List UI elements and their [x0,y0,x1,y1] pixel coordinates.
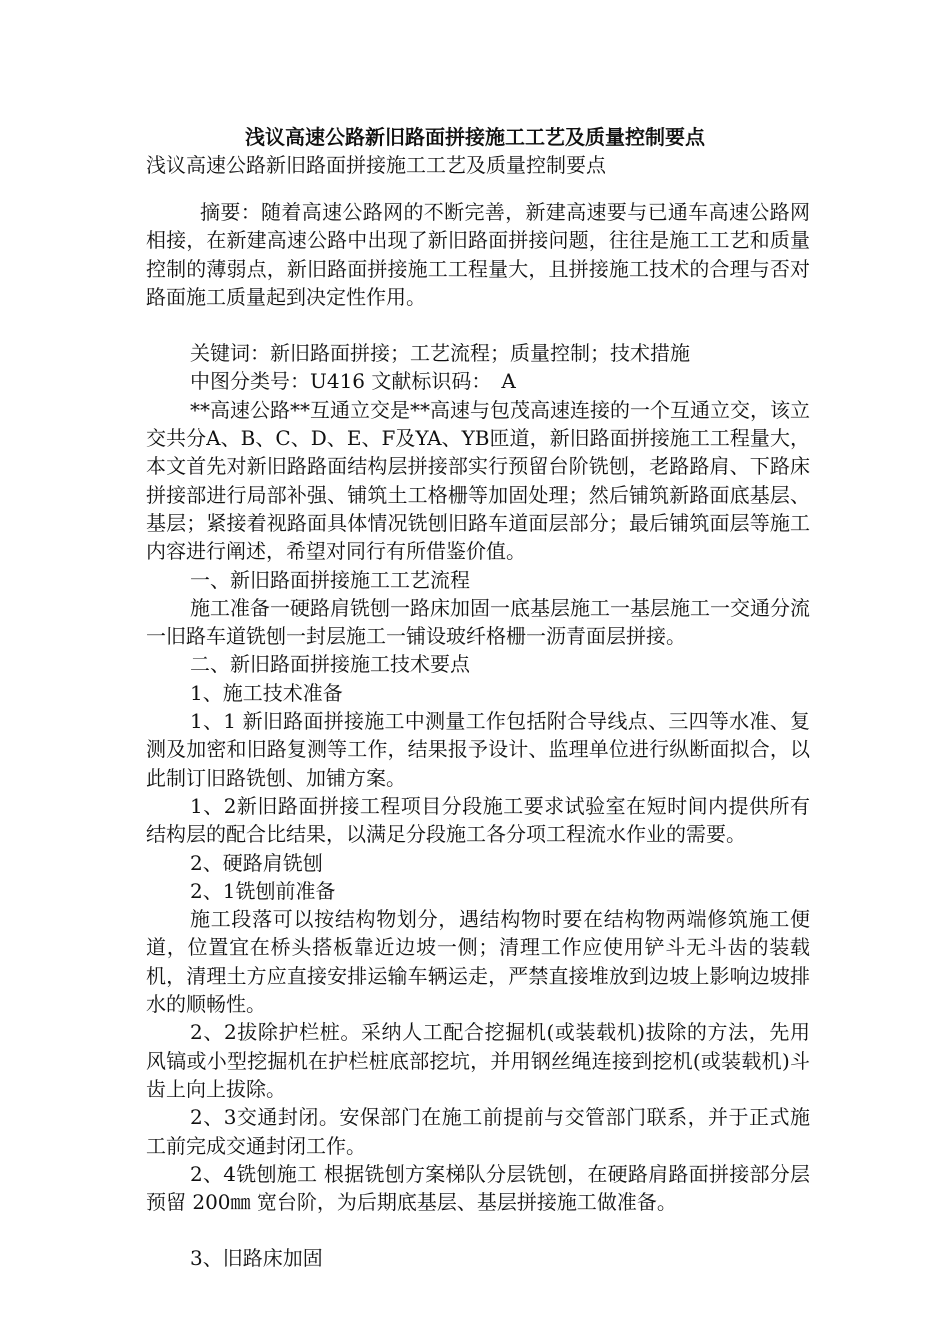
document-subtitle: 浅议高速公路新旧路面拼接施工工艺及质量控制要点 [146,153,606,177]
abstract-paragraph: 摘要：随着高速公路网的不断完善，新建高速要与已通车高速公路网相接，在新建高速公路中出现了新旧路面拼接问题，往往是施工工艺和质量控制的薄弱点，新旧路面拼接施工工程量大，且拼接施工技术的合理与否对路面施工质量起到决定性作用。 [146,200,810,309]
section-heading: 一、新旧路面拼接施工工艺流程 [190,567,470,592]
body-paragraph: 2、4铣刨施工 根据铣刨方案梯队分层铣刨，在硬路肩路面拼接部分层预留 200㎜ 宽台阶，为后期底基层、基层拼接施工做准备。 [146,1161,810,1215]
keywords-line: 关键词：新旧路面拼接；工艺流程；质量控制；技术措施 [190,341,690,366]
body-paragraph: 1、2新旧路面拼接工程项目分段施工要求试验室在短时间内提供所有结构层的配合比结果，以满足分段施工各分项工程流水作业的需要。 [146,793,810,847]
subsection-heading: 3、旧路床加固 [190,1246,323,1271]
intro-paragraph: **高速公路**互通立交是**高速与包茂高速连接的一个互通立交，该立交共分A、B、C、D、E、F及YA、YB匝道，新旧路面拼接施工工程量大，本文首先对新旧路路面结构层拼接部实行预留台阶铣刨，老路路肩、下路床拼接部进行局部补强、铺筑土工格栅等加固处理；然后铺筑新路面底基层、基层；紧接着视路面具体情况铣刨旧路车道面层部分；最后铺筑面层等施工内容进行阐述，希望对同行有所借鉴价值。 [146,397,810,564]
classification-line: 中图分类号：U416 文献标识码： A [190,369,516,394]
body-paragraph: 施工段落可以按结构物划分，遇结构物时要在结构物两端修筑施工便道，位置宜在桥头搭板靠近边坡一侧；清理工作应使用铲斗无斗齿的装载机，清理土方应直接安排运输车辆运走，严禁直接堆放到边坡上影响边坡排水的顺畅性。 [146,907,810,1017]
subsection-heading: 2、硬路肩铣刨 [190,850,323,875]
body-paragraph: 2、3交通封闭。安保部门在施工前提前与交管部门联系，并于正式施工前完成交通封闭工作。 [146,1105,810,1158]
section-heading: 二、新旧路面拼接施工技术要点 [190,652,470,677]
body-paragraph: 2、2拔除护栏桩。采纳人工配合挖掘机(或装载机)拔除的方法，先用风镐或小型挖掘机在护栏桩底部挖坑，并用钢丝绳连接到挖机(或装载机)斗齿上向上拔除。 [146,1020,810,1101]
body-paragraph: 1、1 新旧路面拼接施工中测量工作包括附合导线点、三四等水准、复测及加密和旧路复测等工作，结果报予设计、监理单位进行纵断面拟合，以此制订旧路铣刨、加铺方案。 [146,709,810,790]
subsection-heading: 2、1铣刨前准备 [190,878,336,903]
document-body [146,198,810,1273]
document-title: 浅议高速公路新旧路面拼接施工工艺及质量控制要点 [245,125,705,149]
subsection-heading: 1、施工技术准备 [190,680,343,705]
body-paragraph: 施工准备一硬路肩铣刨一路床加固一底基层施工一基层施工一交通分流一旧路车道铣刨一封层施工一铺设玻纤格栅一沥青面层拼接。 [146,595,810,649]
